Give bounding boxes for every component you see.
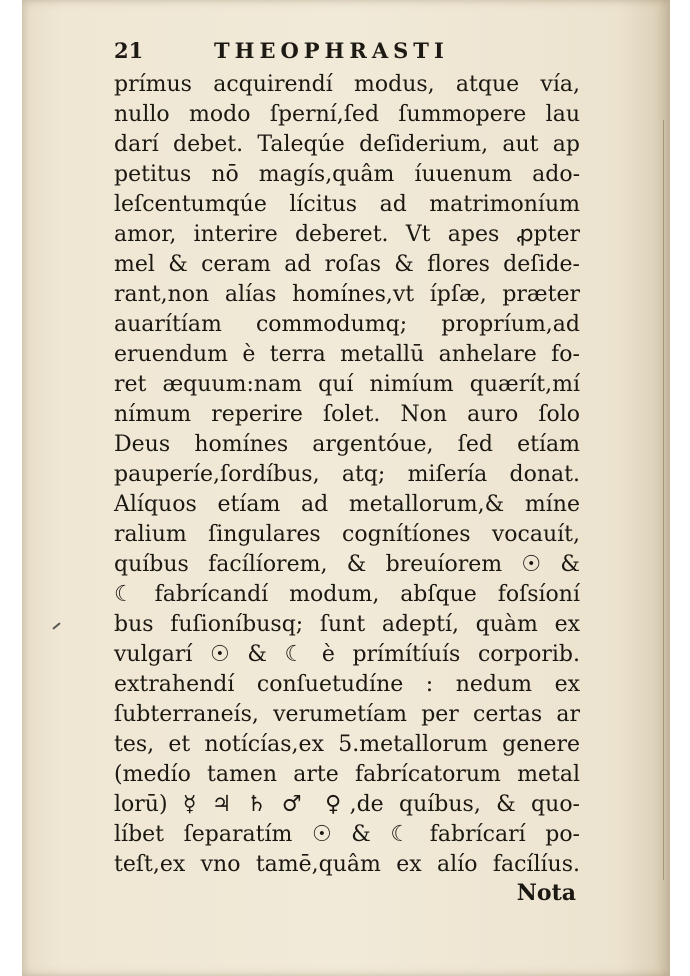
text-line: Deus homínes argentóue, ſed etíam	[114, 432, 580, 457]
text-line: auarítíam commodumq; propríum,ad	[114, 312, 580, 337]
text-line: quíbus facílíorem, & breuíorem ☉ &	[114, 552, 580, 577]
text-line: tes, et notícías,ex 5.metallorum genere	[114, 732, 580, 757]
running-head: THEOPHRASTI	[214, 38, 449, 63]
text-line: amor, interire deberet. Vt apes ꝓpter	[114, 222, 580, 247]
text-line: prímus acquirendí modus, atque vía,	[114, 72, 580, 97]
page-header	[114, 38, 534, 64]
page-edge-line	[663, 120, 664, 880]
text-line: nímum reperire ſolet. Non auro ſolo	[114, 402, 580, 427]
text-line: vulgarí ☉ & ☾ è prímítíuís corporib.	[114, 642, 580, 667]
text-line: ☾ fabrícandí modum, abſque foſsíoní	[114, 582, 580, 607]
text-line: petitus nō magís,quâm íuuenum ado-	[114, 162, 580, 187]
text-line: rant,non alías homínes,vt ípſæ, præter	[114, 282, 580, 307]
text-line: bus fuſioníbusq; ſunt adeptí, quàm ex	[114, 612, 580, 637]
text-line: ret æquum:nam quí nimíum quærít,mí	[114, 372, 580, 397]
text-line: mel & ceram ad roſas & flores deſide-	[114, 252, 580, 277]
pencil-mark	[52, 622, 60, 629]
text-block	[114, 70, 580, 880]
text-line: darí debet. Taleqúe deſiderium, aut ap	[114, 132, 580, 157]
page-number: 21	[114, 38, 144, 63]
text-line: eruendum è terra metallū anhelare fo-	[114, 342, 580, 367]
text-line: nullo modo ſperní,ſed ſummopere lau	[114, 102, 580, 127]
text-line: lorū) ☿ ♃ ♄ ♂ ♀,de quíbus, & quo-	[114, 792, 580, 817]
text-line: Alíquos etíam ad metallorum,& míne	[114, 492, 580, 517]
text-line: extrahendí conſuetudíne : nedum ex	[114, 672, 580, 697]
text-line: teſt,ex vno tamē,quâm ex alío facílíus.	[114, 852, 580, 877]
text-line: líbet ſeparatím ☉ & ☾ fabrícarí po-	[114, 822, 580, 847]
catchword: Nota	[516, 880, 576, 906]
text-line: leſcentumqúe lícitus ad matrimoníum	[114, 192, 580, 217]
text-line: ralium ſingulares cognítíones vocauít,	[114, 522, 580, 547]
text-line: (medío tamen arte fabrícatorum metal	[114, 762, 580, 787]
text-line: pauperíe,ſordíbus, atq; miſería donat.	[114, 462, 580, 487]
text-line: ſubterraneís, verumetíam per certas ar	[114, 702, 580, 727]
